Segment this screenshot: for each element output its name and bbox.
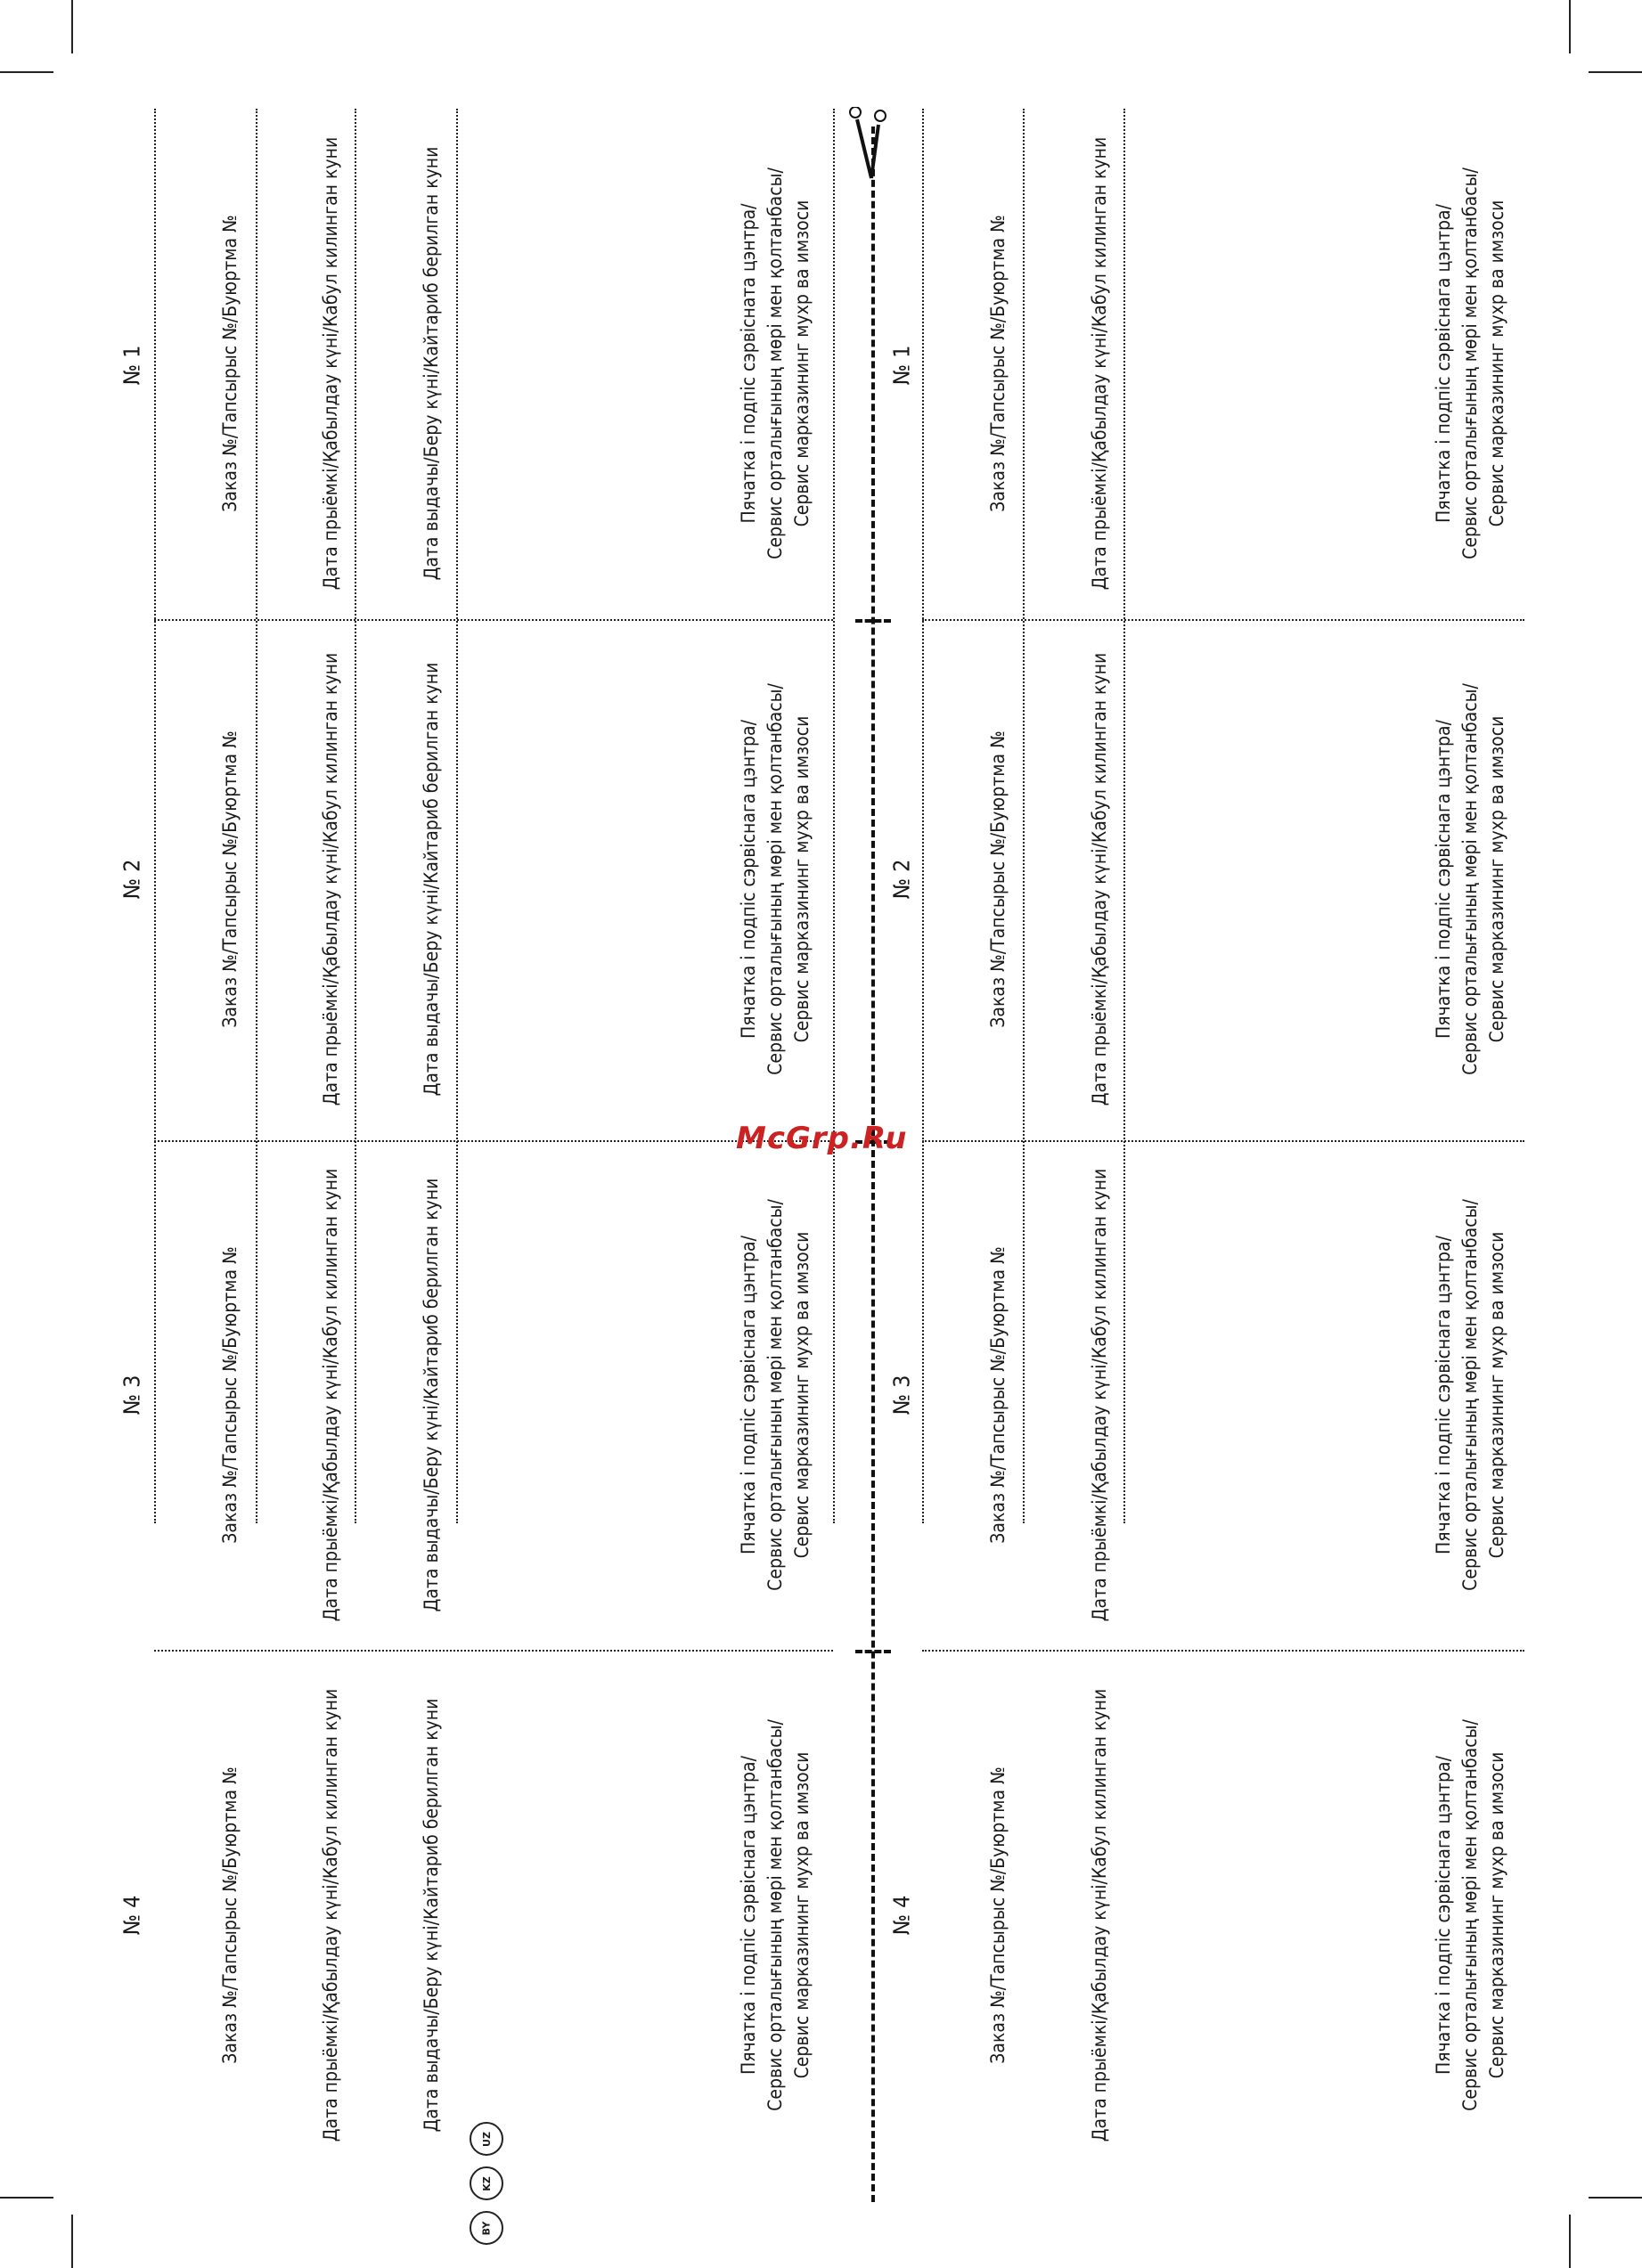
cut-line — [855, 619, 891, 623]
crop-mark — [1589, 2197, 1642, 2199]
order-number-field: Заказ №/Тапсырыс №/Буюртма № — [218, 1766, 241, 2064]
issue-date-field: Дата выдачы/Беру күні/Кайтариб берилган куни — [420, 146, 442, 581]
service-stamp-label: Пячатка і подпіс сэрвіснага цэнтра/ Сервис орталығының мөрі мен қолтанбасы/ Сервис марказининг мухр ва имзоси — [1433, 683, 1507, 1075]
coupon-number: № 3 — [888, 1375, 915, 1415]
acceptance-date-field: Дата прыёмкі/Қабылдау күні/Кабул килинган куни — [1088, 1168, 1110, 1622]
order-number-field: Заказ №/Тапсырыс №/Буюртма № — [218, 215, 241, 512]
service-stamp-label: Пячатка і подпіс сэрвіснага цэнтра/ Сервис орталығының мөрі мен қолтанбасы/ Сервис марказининг мухр ва имзоси — [738, 683, 813, 1075]
order-number-field: Заказ №/Тапсырыс №/Буюртма № — [986, 1246, 1009, 1544]
coupon-number: № 1 — [888, 345, 915, 386]
language-badge-uz: UZ — [470, 2122, 503, 2156]
acceptance-date-field: Дата прыёмкі/Қабылдау күні/Кабул килинган куни — [319, 1688, 341, 2142]
acceptance-date-field: Дата прыёмкі/Қабылдау күні/Кабул килинган куни — [319, 1168, 341, 1622]
watermark: McGrp.Ru — [736, 1121, 908, 1156]
order-number-field: Заказ №/Тапсырыс №/Буюртма № — [986, 730, 1009, 1028]
column-rule — [355, 109, 356, 1523]
cut-line — [871, 126, 875, 2202]
crop-mark — [0, 2197, 53, 2199]
issue-date-field: Дата выдачы/Беру күні/Кайтариб берилган куни — [420, 662, 442, 1097]
column-rule — [1123, 109, 1125, 1523]
column-rule — [456, 109, 458, 1523]
coupon-number: № 4 — [118, 1895, 145, 1936]
coupon-number: № 2 — [118, 859, 145, 900]
coupon-number: № 2 — [888, 859, 915, 900]
order-number-field: Заказ №/Тапсырыс №/Буюртма № — [218, 730, 241, 1028]
column-rule — [256, 109, 257, 1523]
acceptance-date-field: Дата прыёмкі/Қабылдау күні/Кабул килинган куни — [319, 652, 341, 1106]
column-rule — [154, 109, 156, 1523]
order-number-field: Заказ №/Тапсырыс №/Буюртма № — [986, 215, 1009, 512]
acceptance-date-field: Дата прыёмкі/Қабылдау күні/Кабул килинган куни — [319, 136, 341, 591]
section-rule — [154, 1650, 833, 1652]
issue-date-field: Дата выдачы/Беру күні/Кайтариб берилган куни — [420, 1178, 442, 1612]
cut-line — [855, 1650, 891, 1653]
language-badge-kz: KZ — [470, 2166, 503, 2200]
crop-mark — [1569, 2215, 1571, 2268]
language-badge-by: BY — [470, 2211, 503, 2245]
acceptance-date-field: Дата прыёмкі/Қабылдау күні/Кабул килинган куни — [1088, 1688, 1110, 2142]
section-rule — [154, 1140, 833, 1142]
column-rule — [922, 109, 924, 1523]
section-rule — [154, 619, 833, 621]
service-stamp-label: Пячатка і подпіс сэрвіснага цэнтра/ Сервис орталығының мөрі мен қолтанбасы/ Сервис марказининг мухр ва имзоси — [1433, 1719, 1507, 2111]
service-stamp-label: Пячатка і подпіс сэрвіснага цэнтра/ Сервис орталығының мөрі мен қолтанбасы/ Сервис марказининг мухр ва имзоси — [738, 1199, 813, 1591]
order-number-field: Заказ №/Тапсырыс №/Буюртма № — [218, 1246, 241, 1544]
column-rule — [1023, 109, 1025, 1523]
language-badges — [468, 2122, 503, 2256]
crop-mark — [71, 2215, 73, 2268]
crop-mark — [1589, 71, 1642, 73]
section-rule — [922, 1140, 1524, 1142]
section-rule — [922, 619, 1524, 621]
acceptance-date-field: Дата прыёмкі/Қабылдау күні/Кабул килинган куни — [1088, 652, 1110, 1106]
coupon-number: № 3 — [118, 1375, 145, 1415]
section-rule — [922, 1650, 1524, 1652]
service-stamp-label: Пячатка і подпіс сэрвіснага цэнтра/ Сервис орталығының мөрі мен қолтанбасы/ Сервис марказининг мухр ва имзоси — [1433, 1199, 1507, 1591]
service-stamp-label: Пячатка і подпіс сэрвісната цэнтра/ Сервис орталығының мөрі мен қолтанбасы/ Сервис марказининг мухр ва имзоси — [738, 167, 813, 559]
crop-mark — [71, 0, 73, 53]
service-stamp-label: Пячатка і подпіс сэрвіснага цэнтра/ Сервис орталығының мөрі мен қолтанбасы/ Сервис марказининг мухр ва имзоси — [738, 1719, 813, 2111]
crop-mark — [0, 71, 53, 73]
issue-date-field: Дата выдачы/Беру күні/Кайтариб берилган куни — [420, 1698, 442, 2133]
acceptance-date-field: Дата прыёмкі/Қабылдау күні/Кабул килинган куни — [1088, 136, 1110, 591]
order-number-field: Заказ №/Тапсырыс №/Буюртма № — [986, 1766, 1009, 2064]
scissors-icon — [845, 107, 907, 187]
coupon-number: № 4 — [888, 1895, 915, 1936]
column-rule — [833, 109, 835, 1523]
coupon-number: № 1 — [118, 345, 145, 386]
service-stamp-label: Пячатка і подпіс сэрвіснага цэнтра/ Сервис орталығының мөрі мен қолтанбасы/ Сервис марказининг мухр ва имзоси — [1433, 167, 1507, 559]
crop-mark — [1569, 0, 1571, 53]
